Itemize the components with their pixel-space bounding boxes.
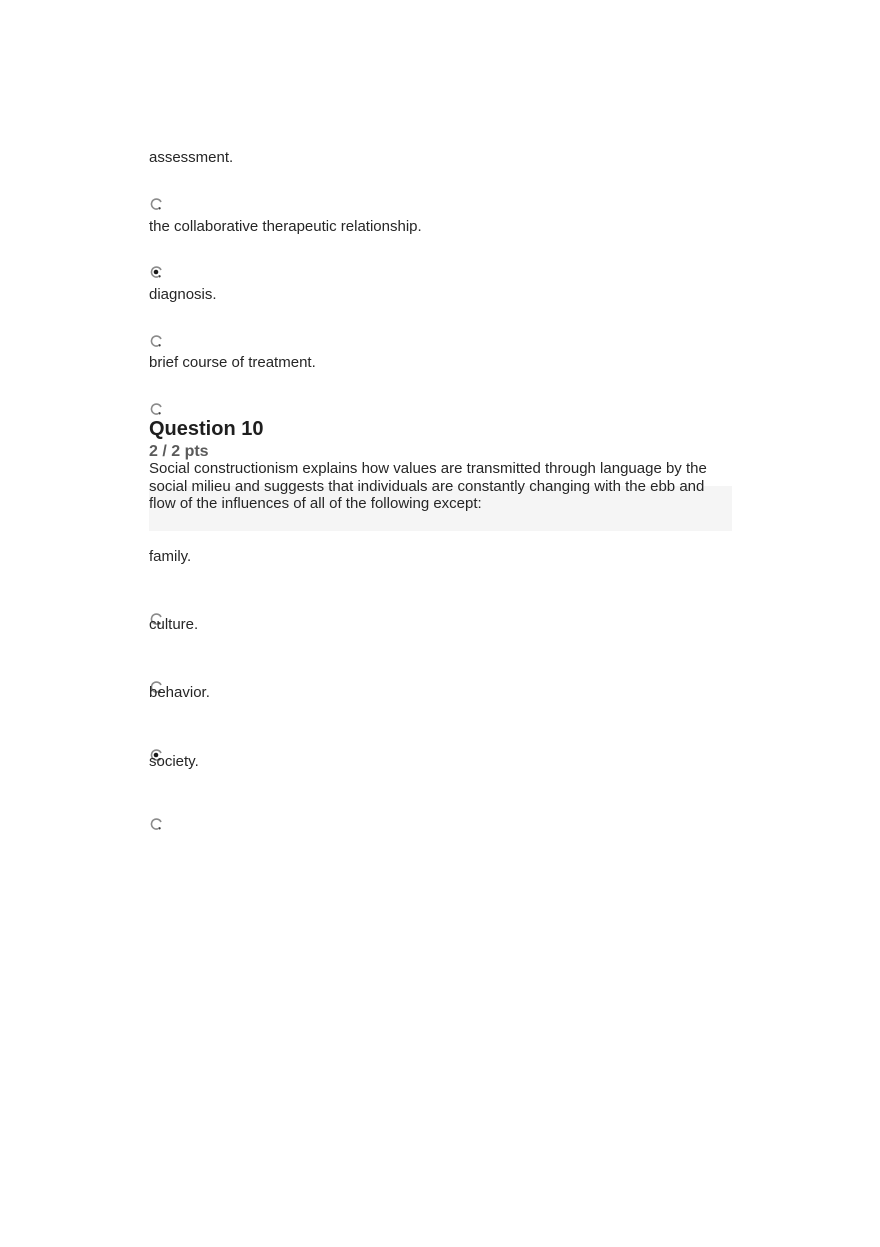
radio-button[interactable] <box>149 817 163 831</box>
answer-option-label: the collaborative therapeutic relationship. <box>149 218 422 235</box>
radio-button[interactable] <box>149 197 163 211</box>
unselected-icon <box>149 402 163 416</box>
radio-button[interactable] <box>149 402 163 416</box>
question-points: 2 / 2 pts <box>149 443 209 460</box>
answer-option-label: assessment. <box>149 149 234 166</box>
answer-option-label: society. <box>149 753 199 770</box>
unselected-icon <box>149 197 163 211</box>
answer-option-label: behavior. <box>149 684 210 701</box>
answer-option-label: brief course of treatment. <box>149 354 316 371</box>
radio-button[interactable] <box>149 334 163 348</box>
radio-button[interactable] <box>149 265 163 279</box>
unselected-icon <box>149 817 163 831</box>
answer-option-label: family. <box>149 548 192 565</box>
selected-icon <box>149 265 163 279</box>
question-title: Question 10 <box>149 418 264 440</box>
question-text: Social constructionism explains how values are transmitted through language by the social milieu and suggests that individuals are constantly changing with the ebb and flow of the influences of all of the following except: <box>149 460 707 512</box>
unselected-icon <box>149 334 163 348</box>
answer-option-label: culture. <box>149 616 199 633</box>
answer-option-label: diagnosis. <box>149 286 217 303</box>
